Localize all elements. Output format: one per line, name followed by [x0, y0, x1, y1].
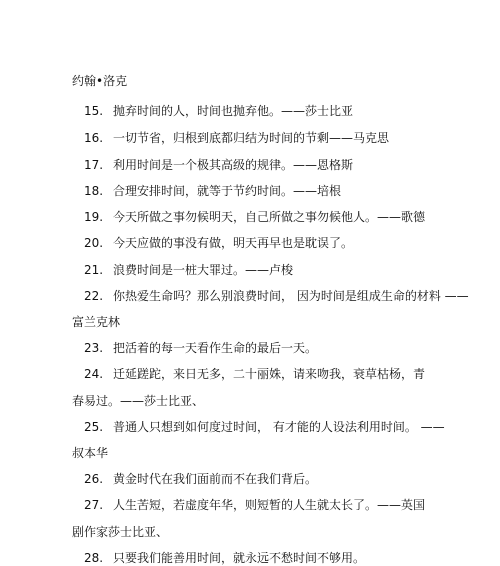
item-text: 抛弃时间的人，时间也抛弃他。——莎士比亚 [113, 104, 354, 118]
item-number: 16. [84, 131, 104, 145]
item-text: 今天所做之事勿候明天，自己所做之事勿候他人。——歌德 [113, 210, 426, 224]
item-number: 27. [84, 498, 104, 512]
item-text: 把活着的每一天看作生命的最后一天。 [113, 341, 318, 355]
item-number: 17. [84, 158, 104, 172]
item-text: 浪费时间是一桩大罪过。——卢梭 [113, 263, 294, 277]
item-number: 25. [84, 420, 104, 434]
item-number: 19. [84, 210, 104, 224]
item-text: 黄金时代在我们面前而不在我们背后。 [113, 472, 318, 486]
item-number: 28. [84, 551, 104, 565]
item-continuation: 春易过。——莎士比亚、 [72, 394, 205, 408]
item-continuation: 剧作家莎士比亚、 [72, 525, 169, 539]
item-number: 15. [84, 104, 104, 118]
item-text: 一切节省，归根到底都归结为时间的节剩——马克思 [113, 131, 390, 145]
item-number: 26. [84, 472, 104, 486]
item-continuation: 富兰克林 [72, 315, 121, 329]
item-number: 21. [84, 263, 104, 277]
item-text: 你热爱生命吗？那么别浪费时间， 因为时间是组成生命的材料 —— [113, 289, 469, 303]
item-number: 22. [84, 289, 104, 303]
item-number: 23. [84, 341, 104, 355]
item-text: 合理安排时间，就等于节约时间。——培根 [113, 184, 342, 198]
item-text: 利用时间是一个极其高级的规律。——恩格斯 [113, 158, 354, 172]
item-text: 人生苦短，若虚度年华，则短暂的人生就太长了。——英国 [113, 498, 426, 512]
item-text: 今天应做的事没有做，明天再早也是耽误了。 [113, 236, 354, 250]
item-number: 20. [84, 236, 104, 250]
item-continuation: 叔本华 [72, 446, 109, 460]
item-number: 18. [84, 184, 104, 198]
item-text: 普通人只想到如何度过时间， 有才能的人设法利用时间。 —— [113, 420, 445, 434]
intro-line: 约翰•洛克 [72, 74, 128, 88]
item-text: 迁延蹉跎，来日无多，二十丽姝，请来吻我，衰草枯杨，青 [113, 367, 426, 381]
item-text: 只要我们能善用时间，就永远不愁时间不够用。 [113, 551, 366, 565]
item-number: 24. [84, 367, 104, 381]
